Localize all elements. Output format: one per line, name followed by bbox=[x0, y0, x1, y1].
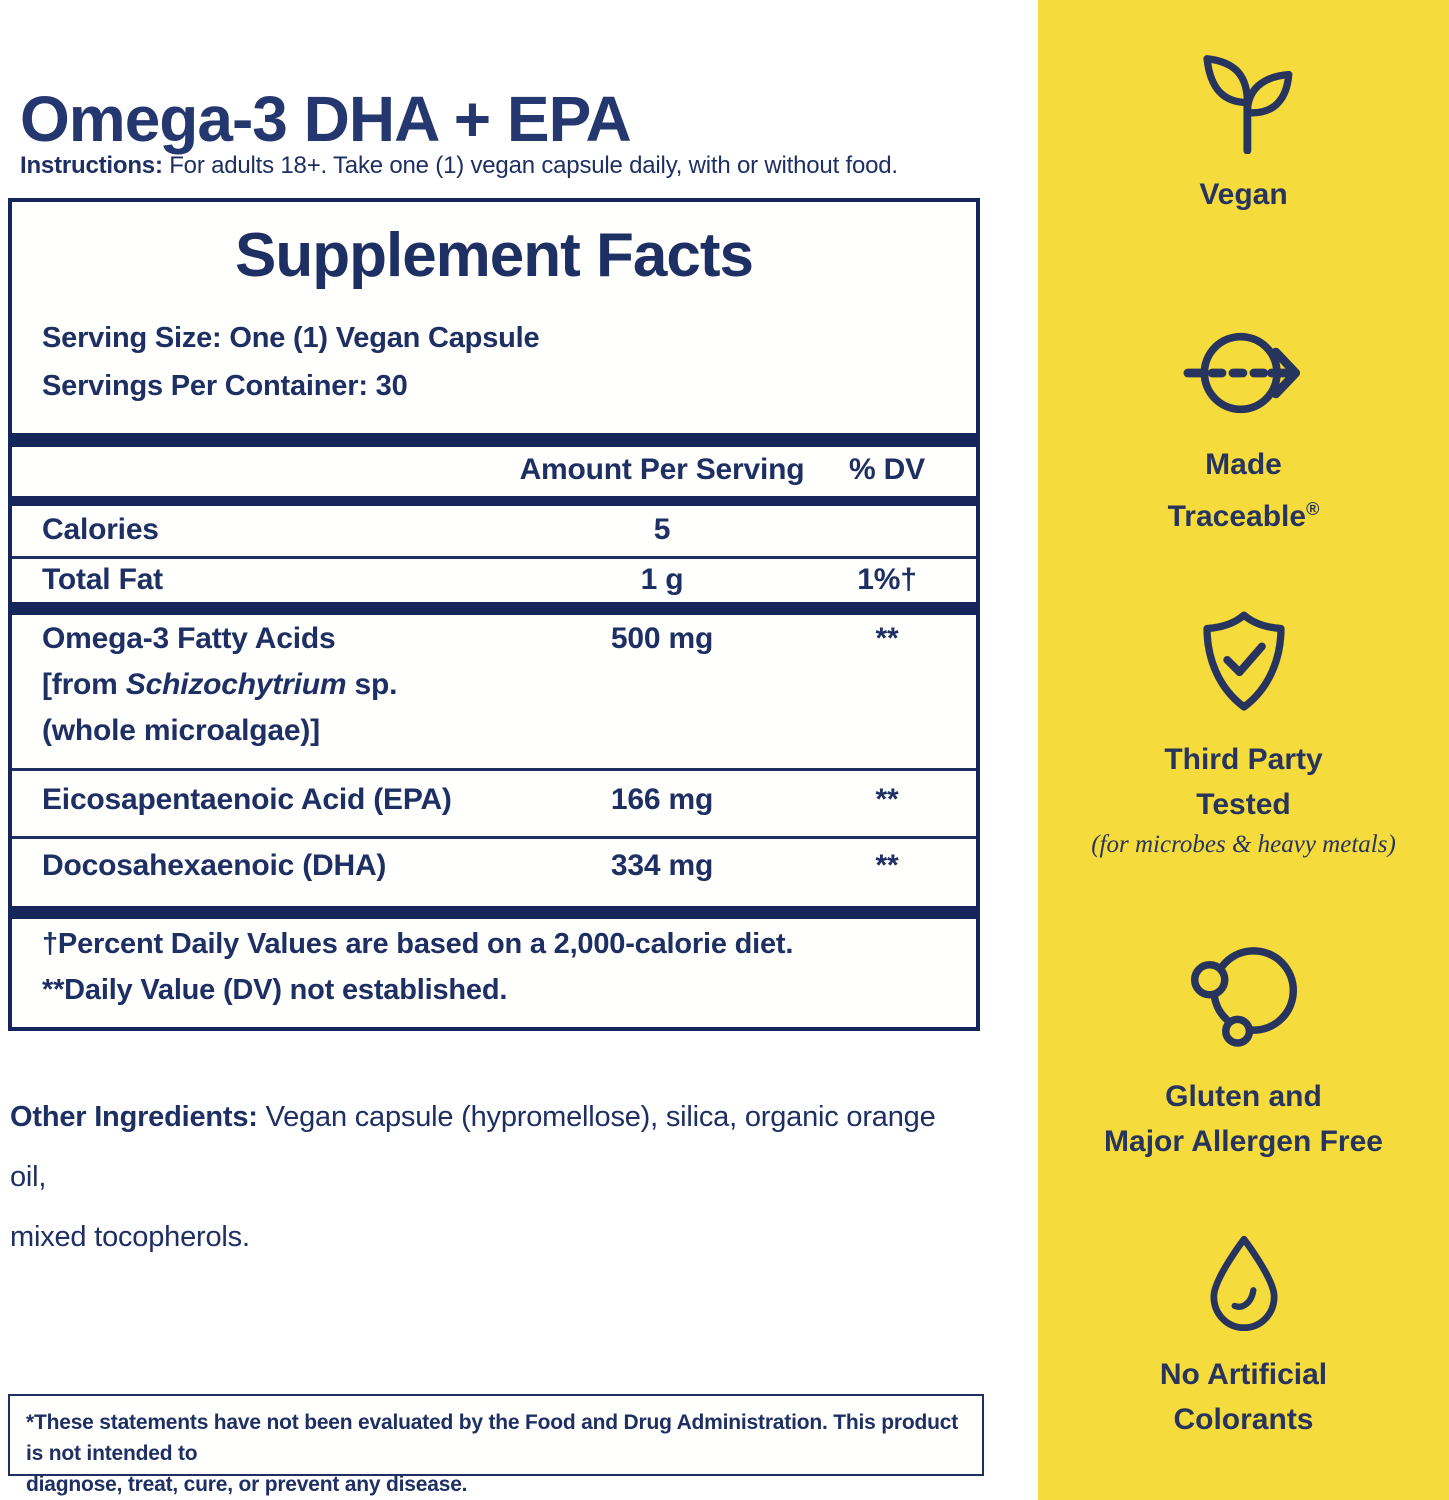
servings-value: 30 bbox=[367, 370, 408, 402]
instructions-text bbox=[20, 152, 898, 180]
table-row-calories: Calories 5 bbox=[42, 513, 671, 546]
badge-third-party-tested-label: Third Party Tested bbox=[1164, 743, 1323, 821]
sprout-icon bbox=[1188, 42, 1300, 154]
divider-thick bbox=[12, 433, 976, 447]
badge-no-artificial-colorants-label: No Artificial Colorants bbox=[1159, 1358, 1328, 1436]
supplement-facts-title: Supplement Facts bbox=[235, 221, 753, 290]
fda-disclaimer-box bbox=[8, 1394, 984, 1496]
omega3-name-line1: Omega-3 Fatty Acids bbox=[42, 622, 336, 655]
instructions-body: For adults 18+. Take one (1) vegan capsule daily, with or without food. bbox=[162, 152, 898, 179]
droplet-icon bbox=[1192, 1232, 1296, 1336]
badge-vegan bbox=[1038, 42, 1449, 217]
omega3-name-line2: [from Schizochytrium sp. bbox=[42, 668, 398, 701]
supplement-facts-panel bbox=[8, 198, 980, 1031]
badge-allergen-free bbox=[1038, 938, 1449, 1164]
traceability-arrow-icon bbox=[1181, 318, 1307, 428]
badge-vegan-label: Vegan bbox=[1199, 178, 1288, 211]
badge-made-traceable-label: Made Traceable® bbox=[1167, 448, 1320, 533]
disclaimer-line2: diagnose, treat, cure, or prevent any disease. bbox=[26, 1473, 468, 1496]
badge-no-artificial-colorants bbox=[1038, 1232, 1449, 1442]
footnote-dv-not-established: **Daily Value (DV) not established. bbox=[42, 974, 508, 1006]
column-percent-dv: % DV bbox=[849, 453, 925, 486]
divider-thin bbox=[12, 768, 976, 771]
servings-per-container-line bbox=[42, 370, 408, 403]
shield-check-icon bbox=[1188, 605, 1300, 717]
divider-thick bbox=[12, 496, 976, 506]
servings-label: Servings Per Container: bbox=[42, 370, 368, 402]
other-ingredients-line1: Vegan capsule (hypromellose), silica, organic orange oil, bbox=[10, 1101, 936, 1193]
disclaimer-line1: *These statements have not been evaluated by the Food and Drug Administration. This product is not intended to bbox=[26, 1411, 958, 1465]
allergen-molecule-icon bbox=[1184, 938, 1304, 1058]
table-row-omega3: Omega-3 Fatty Acids [from Schizochytrium sp. (whole microalgae)] 500 mg ** bbox=[12, 616, 976, 754]
omega3-name-line3: (whole microalgae)] bbox=[42, 714, 320, 747]
serving-size-label: Serving Size: bbox=[42, 322, 222, 354]
badge-made-traceable bbox=[1038, 318, 1449, 539]
divider-thick bbox=[12, 602, 976, 615]
instructions-label: Instructions: bbox=[20, 152, 163, 179]
column-amount-per-serving: Amount Per Serving bbox=[519, 453, 805, 486]
other-ingredients-line2: mixed tocopherols. bbox=[10, 1221, 250, 1253]
benefits-rail bbox=[1038, 0, 1449, 1500]
footnote-daily-values: †Percent Daily Values are based on a 2,000-calorie diet. bbox=[42, 928, 794, 960]
table-row-epa: Eicosapentaenoic Acid (EPA) 166 mg ** bbox=[42, 783, 899, 816]
table-row-total-fat: Total Fat 1 g 1%† bbox=[42, 563, 917, 596]
registered-mark: ® bbox=[1306, 499, 1320, 519]
badge-allergen-free-label: Gluten and Major Allergen Free bbox=[1104, 1080, 1383, 1158]
serving-size-line bbox=[42, 322, 539, 355]
divider-thick bbox=[12, 906, 976, 919]
badge-third-party-tested bbox=[1038, 605, 1449, 863]
divider-thin bbox=[12, 836, 976, 839]
other-ingredients bbox=[10, 1087, 970, 1267]
other-ingredients-label: Other Ingredients: bbox=[10, 1101, 258, 1133]
serving-size-value: One (1) Vegan Capsule bbox=[221, 322, 540, 354]
badge-third-party-tested-note: (for microbes & heavy metals) bbox=[1091, 831, 1396, 858]
page-title: Omega-3 DHA + EPA bbox=[20, 82, 631, 155]
facts-header-row bbox=[12, 448, 976, 492]
table-row-dha: Docosahexaenoic (DHA) 334 mg ** bbox=[42, 849, 899, 882]
